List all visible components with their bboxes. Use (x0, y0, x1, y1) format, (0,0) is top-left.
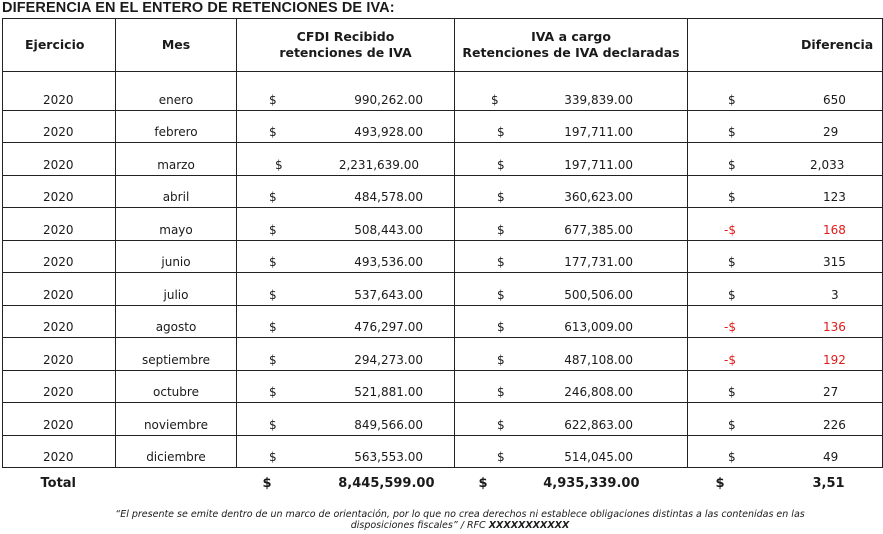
cell-dif-currency: $ (728, 92, 736, 107)
cell-dif-amount: 315 (823, 255, 846, 269)
page-title: DIFERENCIA EN EL ENTERO DE RETENCIONES DE IVA: (2, 0, 395, 16)
cell-cfdi-currency: $ (269, 352, 277, 367)
cell-cfdi-amount: 2,231,639.00 (338, 157, 419, 172)
cell-dif-currency: $ (728, 287, 736, 302)
cell-month: octubre (153, 385, 199, 399)
cell-iva-currency: $ (497, 320, 505, 334)
cell-iva-currency: $ (497, 125, 505, 139)
cell-dif-amount: 192 (823, 352, 846, 367)
table-row (3, 110, 883, 143)
cell-dif-currency: $ (728, 417, 736, 432)
cell-year: 2020 (43, 385, 74, 399)
cell-year: 2020 (43, 450, 74, 464)
totals-row (3, 468, 883, 501)
cell-dif-amount: 136 (823, 320, 846, 334)
cell-iva-currency: $ (497, 417, 505, 432)
table-row (3, 175, 883, 208)
cell-iva-amount: 487,108.00 (564, 352, 633, 367)
cell-month: diciembre (146, 450, 206, 464)
cell-dif-amount: 27 (823, 385, 839, 399)
cell-month: septiembre (141, 352, 211, 367)
cell-cfdi-amount: 294,273.00 (354, 352, 423, 367)
cell-cfdi-currency: $ (269, 222, 277, 237)
cell-cfdi-amount: 493,928.00 (354, 125, 423, 139)
cell-month: abril (162, 190, 190, 204)
header-row (3, 19, 883, 72)
cell-iva-currency: $ (497, 450, 505, 464)
cell-iva-currency: $ (497, 255, 505, 269)
cell-dif-currency: -$ (724, 320, 736, 334)
cell-cfdi-amount: 493,536.00 (354, 255, 423, 269)
cell-iva-currency: $ (497, 190, 505, 204)
cell-year: 2020 (43, 352, 74, 367)
cell-year: 2020 (43, 255, 74, 269)
cell-iva-amount: 339,839.00 (564, 92, 633, 107)
totals-cfdi-amount: 8,445,599.00 (338, 476, 435, 491)
cell-dif-currency: $ (728, 157, 736, 172)
cell-iva-currency: $ (497, 222, 505, 237)
cell-year: 2020 (43, 222, 74, 237)
cell-dif-amount: 168 (823, 222, 846, 237)
cell-iva-amount: 613,009.00 (564, 320, 633, 334)
cell-cfdi-amount: 849,566.00 (354, 417, 423, 432)
cell-dif-currency: -$ (724, 352, 736, 367)
cell-cfdi-amount: 508,443.00 (354, 222, 423, 237)
cell-dif-currency: $ (728, 125, 736, 139)
totals-cfdi-currency: $ (262, 476, 272, 491)
cell-iva-amount: 360,623.00 (564, 190, 633, 204)
cell-month: agosto (155, 320, 197, 334)
cell-iva-amount: 514,045.00 (564, 450, 633, 464)
header-ejercicio: Ejercicio (3, 19, 116, 72)
cell-year: 2020 (43, 125, 74, 139)
table-row (3, 273, 883, 306)
cell-dif-currency: -$ (724, 222, 736, 237)
cell-iva-amount: 622,863.00 (564, 417, 633, 432)
cell-cfdi-currency: $ (269, 450, 277, 464)
cell-cfdi-currency: $ (269, 417, 277, 432)
table-row (3, 435, 883, 468)
cell-cfdi-amount: 521,881.00 (354, 385, 423, 399)
cell-year: 2020 (43, 190, 74, 204)
cell-month: noviembre (143, 417, 209, 432)
cell-year: 2020 (43, 92, 74, 107)
cell-year: 2020 (43, 287, 74, 302)
cell-cfdi-currency: $ (269, 255, 277, 269)
cell-cfdi-amount: 563,553.00 (354, 450, 423, 464)
cell-dif-amount: 2,033 (810, 157, 845, 172)
cell-dif-currency: $ (728, 255, 736, 269)
cell-cfdi-currency: $ (269, 190, 277, 204)
table-row (3, 370, 883, 403)
cell-cfdi-currency: $ (269, 125, 277, 139)
cell-dif-currency: $ (728, 450, 736, 464)
cell-iva-currency: $ (497, 287, 505, 302)
cell-month: junio (161, 255, 191, 269)
totals-dif-amount: 3,51 (812, 476, 845, 491)
cell-month: julio (163, 287, 189, 302)
cell-month: enero (158, 92, 194, 107)
totals-dif-currency: $ (715, 476, 725, 491)
cell-iva-amount: 177,731.00 (564, 255, 633, 269)
header-iva (455, 19, 688, 72)
cell-iva-amount: 197,711.00 (564, 125, 633, 139)
cell-month: marzo (157, 157, 195, 172)
cell-dif-amount: 123 (823, 190, 846, 204)
cell-dif-currency: $ (728, 385, 736, 399)
table-row (3, 338, 883, 371)
cell-iva-currency: $ (491, 92, 499, 107)
header-cfdi-line1: CFDI Recibido (296, 29, 395, 44)
footnote-rfc: XXXXXXXXXXX (488, 520, 570, 531)
cell-cfdi-currency: $ (269, 320, 277, 334)
cell-iva-amount: 246,808.00 (564, 385, 633, 399)
retenciones-table (2, 18, 883, 500)
cell-iva-amount: 500,506.00 (564, 287, 633, 302)
cell-year: 2020 (43, 417, 74, 432)
cell-dif-amount: 29 (823, 125, 839, 139)
cell-month: febrero (154, 125, 198, 139)
cell-cfdi-currency: $ (269, 287, 277, 302)
cell-iva-amount: 677,385.00 (564, 222, 633, 237)
header-iva-line1: IVA a cargo (531, 29, 611, 44)
cell-cfdi-currency: $ (269, 92, 277, 107)
cell-dif-amount: 3 (831, 287, 839, 302)
cell-iva-currency: $ (497, 157, 505, 172)
cell-cfdi-amount: 537,643.00 (354, 287, 423, 302)
table-row (3, 240, 883, 273)
totals-iva-currency: $ (478, 476, 488, 491)
cell-iva-currency: $ (497, 385, 505, 399)
cell-cfdi-currency: $ (275, 157, 283, 172)
header-iva-line2: Retenciones de IVA declaradas (462, 45, 680, 60)
cell-year: 2020 (43, 157, 74, 172)
footnote (110, 509, 810, 531)
cell-month: mayo (159, 222, 193, 237)
header-cfdi-line2: retenciones de IVA (279, 45, 412, 60)
totals-iva-amount: 4,935,339.00 (543, 476, 640, 491)
cell-dif-currency: $ (728, 190, 736, 204)
header-mes: Mes (116, 19, 237, 72)
table-row (3, 403, 883, 436)
cell-cfdi-currency: $ (269, 385, 277, 399)
footnote-text: “El presente se emite dentro de un marco de orientación, por lo que no crea derechos ni establece obligaciones distintas a las contenidas en las disposiciones fiscales” / RFC (115, 509, 805, 531)
totals-label: Total (40, 476, 77, 491)
cell-cfdi-amount: 484,578.00 (354, 190, 423, 204)
cell-cfdi-amount: 476,297.00 (354, 320, 423, 334)
header-cfdi (237, 19, 455, 72)
cell-dif-amount: 226 (823, 417, 846, 432)
cell-iva-currency: $ (497, 352, 505, 367)
cell-cfdi-amount: 990,262.00 (354, 92, 423, 107)
table-row (3, 143, 883, 176)
table-row (3, 305, 883, 338)
cell-dif-amount: 650 (823, 92, 846, 107)
cell-iva-amount: 197,711.00 (564, 157, 633, 172)
cell-year: 2020 (43, 320, 74, 334)
cell-dif-amount: 49 (823, 450, 839, 464)
header-diferencia: Diferencia (688, 19, 883, 72)
table-row (3, 208, 883, 241)
table-row (3, 78, 883, 110)
